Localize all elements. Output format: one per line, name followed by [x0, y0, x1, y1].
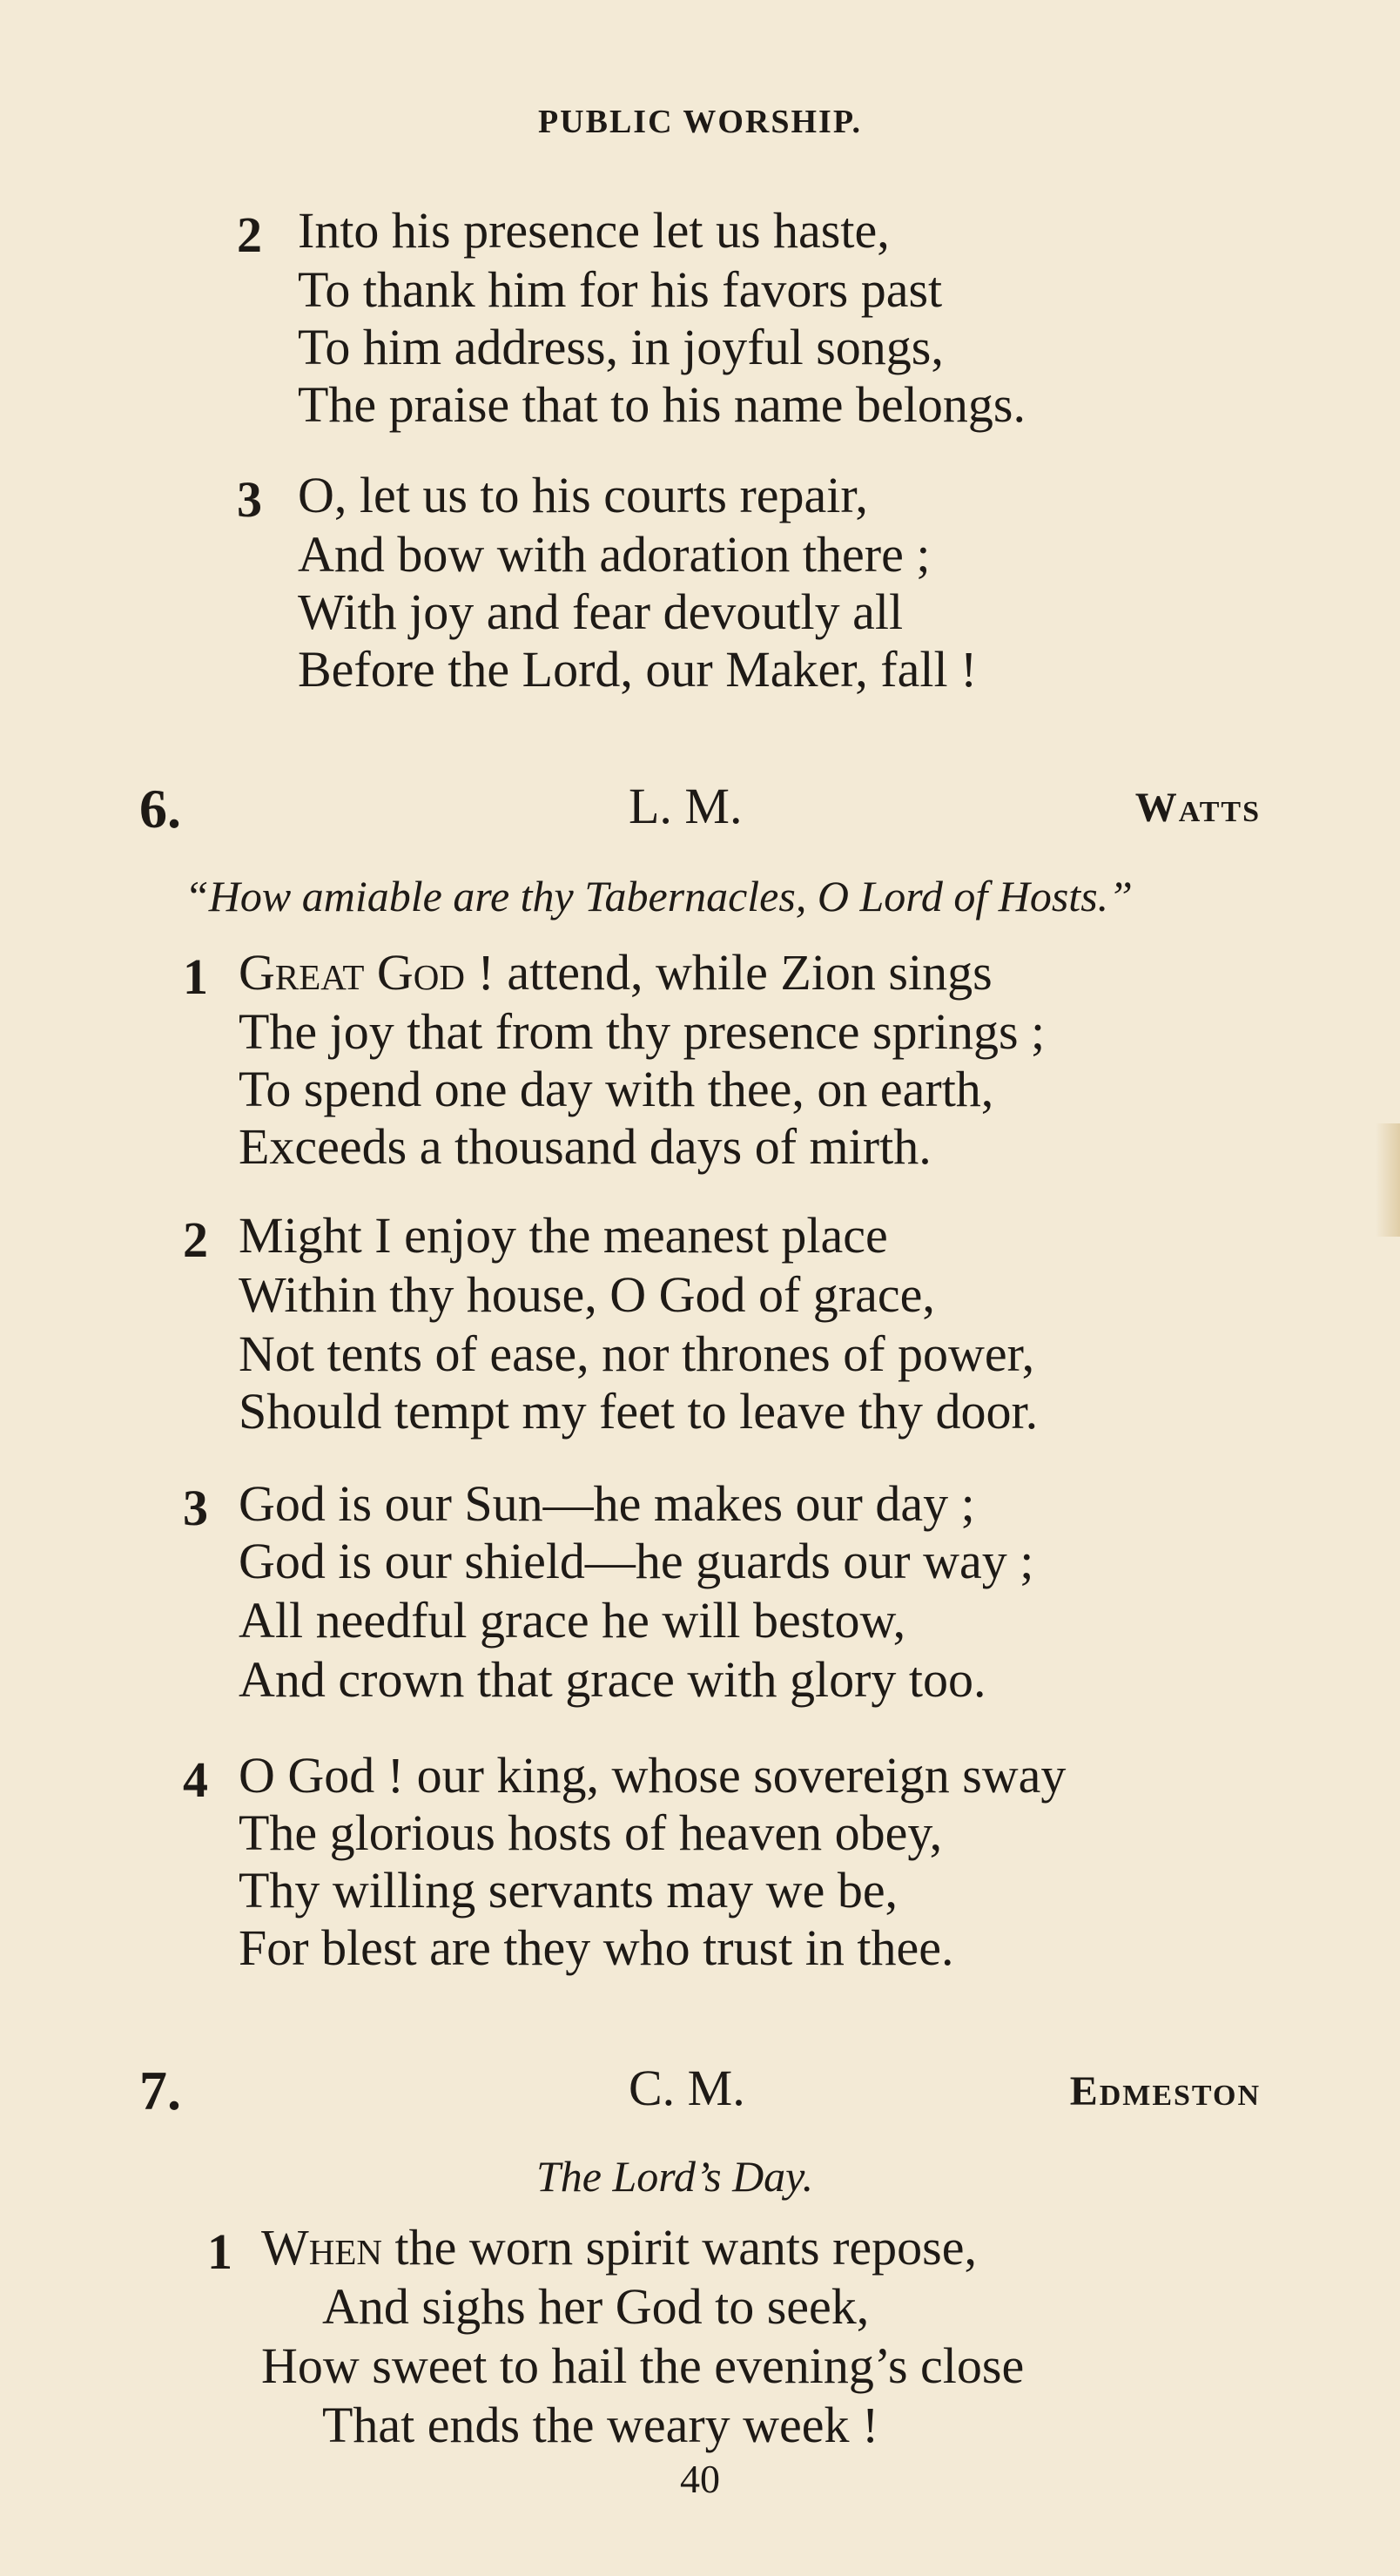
verse-line: To him address, in joyful songs,	[298, 319, 944, 375]
verse-line: To spend one day with thee, on earth,	[239, 1061, 994, 1117]
verse-line: The praise that to his name belongs.	[298, 376, 1026, 433]
hymn-subtitle: “How amiable are thy Tabernacles, O Lord of Hosts.”	[185, 872, 1133, 920]
verse-line: And sighs her God to seek,	[322, 2278, 870, 2335]
verse-line: Into his presence let us haste,	[298, 202, 890, 259]
verse-line: Might I enjoy the meanest place	[239, 1207, 888, 1264]
verse-line: O, let us to his courts repair,	[298, 467, 868, 523]
verse-line: To thank him for his favors past	[298, 261, 943, 318]
stanza-number: 1	[183, 948, 208, 1005]
verse-line: God is our shield—he guards our way ;	[239, 1533, 1034, 1589]
verse-text: the worn spirit wants repose,	[394, 2219, 977, 2276]
verse-line: All needful grace he will bestow,	[239, 1592, 906, 1649]
verse-line: Thy willing servants may we be,	[239, 1862, 899, 1919]
hymn-number: 6.	[139, 778, 181, 840]
hymn-author: Watts	[1134, 785, 1261, 831]
paper-stain	[1376, 1123, 1400, 1237]
verse-line: The glorious hosts of heaven obey,	[239, 1804, 943, 1861]
verse-line: O God ! our king, whose sovereign sway	[239, 1747, 1067, 1804]
verse-line	[261, 2219, 977, 2276]
verse-line: Exceeds a thousand days of mirth.	[239, 1118, 932, 1175]
first-words: Great God	[239, 944, 465, 1001]
verse-line: Within thy house, O God of grace,	[239, 1266, 935, 1323]
running-header: PUBLIC WORSHIP.	[537, 104, 863, 140]
verse-line: Should tempt my feet to leave thy door.	[239, 1383, 1039, 1440]
stanza-number: 2	[183, 1211, 208, 1268]
verse-line: And crown that grace with glory too.	[239, 1651, 986, 1708]
hymn-subtitle: The Lord’s Day.	[536, 2152, 814, 2201]
verse-line: For blest are they who trust in thee.	[239, 1919, 954, 1976]
hymn-author: Edmeston	[1069, 2068, 1261, 2114]
verse-line: With joy and fear devoutly all	[298, 583, 904, 640]
first-words: When	[261, 2219, 383, 2276]
verse-line: God is our Sun—he makes our day ;	[239, 1475, 975, 1532]
verse-line	[239, 944, 993, 1001]
verse-line: That ends the weary week !	[322, 2397, 879, 2453]
verse-text: ! attend, while Zion sings	[477, 944, 993, 1001]
verse-line: Before the Lord, our Maker, fall !	[298, 641, 978, 698]
verse-line: The joy that from thy presence springs ;	[239, 1003, 1046, 1060]
hymn-number: 7.	[139, 2060, 181, 2121]
hymn-meter: C. M.	[629, 2060, 745, 2116]
hymn-meter: L. M.	[629, 778, 743, 834]
verse-line: Not tents of ease, nor thrones of power,	[239, 1325, 1035, 1382]
verse-line: And bow with adoration there ;	[298, 526, 931, 583]
page-number: 40	[680, 2457, 720, 2501]
stanza-number: 3	[237, 471, 262, 528]
verse-line: How sweet to hail the evening’s close	[261, 2337, 1025, 2394]
stanza-number: 3	[183, 1480, 208, 1536]
stanza-number: 2	[237, 206, 262, 263]
stanza-number: 1	[207, 2223, 232, 2280]
stanza-number: 4	[183, 1751, 208, 1808]
